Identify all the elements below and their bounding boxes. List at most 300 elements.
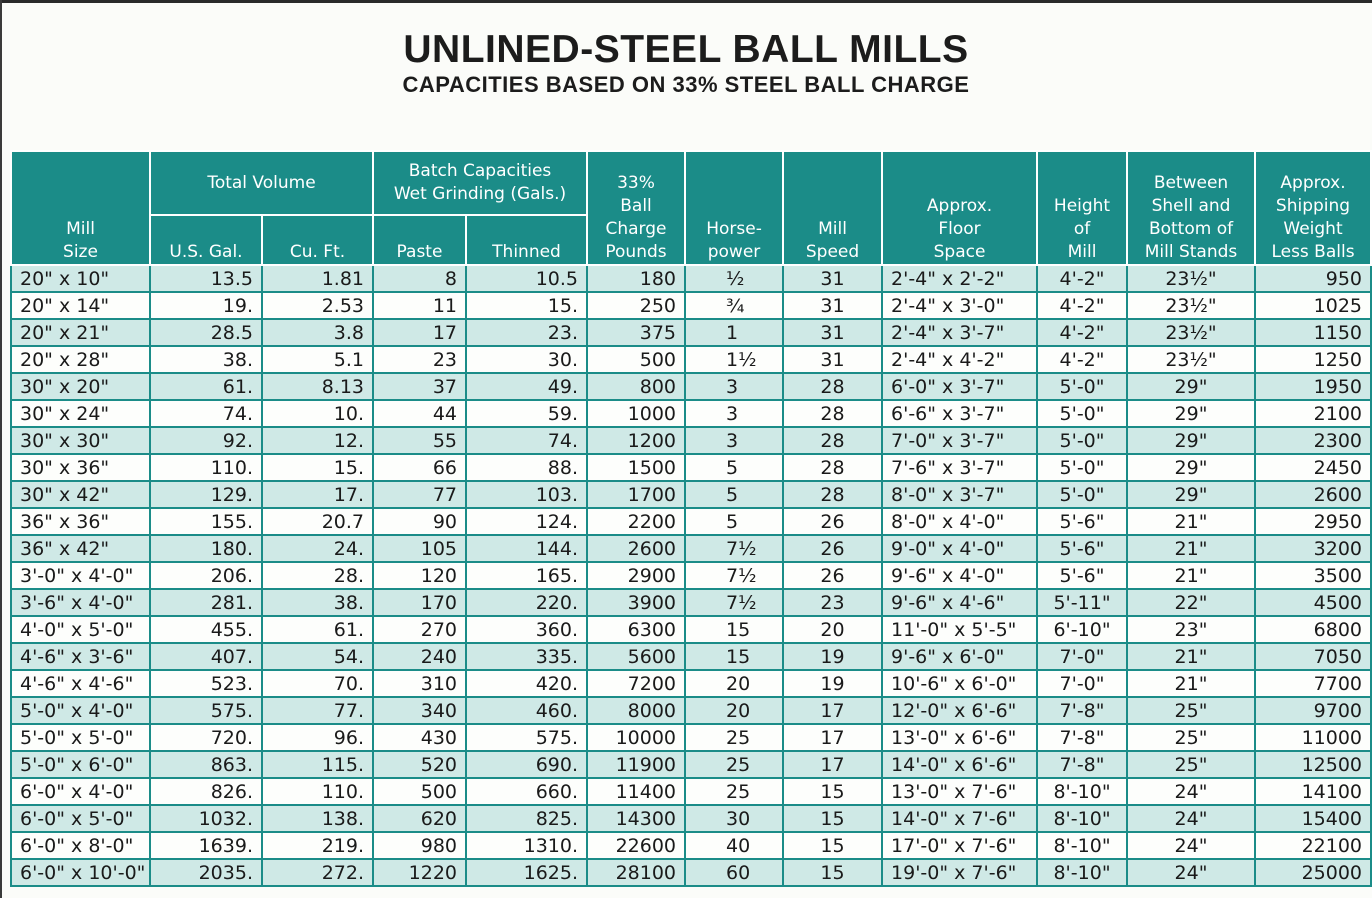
cell-cu-ft: 61. <box>262 616 373 643</box>
cell-floor-space: 8'-0" x 3'-7" <box>882 481 1037 508</box>
cell-ball-charge: 2200 <box>587 508 685 535</box>
cell-between: 29" <box>1127 481 1255 508</box>
cell-thinned: 575. <box>466 724 587 751</box>
cell-mill-speed: 26 <box>783 508 882 535</box>
cell-between: 21" <box>1127 508 1255 535</box>
cell-us-gal: 180. <box>150 535 262 562</box>
cell-mill-size: 6'-0" x 5'-0" <box>11 805 150 832</box>
cell-thinned: 10.5 <box>466 265 587 292</box>
cell-paste: 340 <box>373 697 466 724</box>
cell-height: 4'-2" <box>1037 292 1127 319</box>
cell-mill-speed: 15 <box>783 832 882 859</box>
cell-height: 8'-10" <box>1037 832 1127 859</box>
cell-us-gal: 92. <box>150 427 262 454</box>
cell-mill-speed: 26 <box>783 535 882 562</box>
cell-paste: 1220 <box>373 859 466 886</box>
cell-ball-charge: 2600 <box>587 535 685 562</box>
cell-ball-charge: 250 <box>587 292 685 319</box>
cell-horsepower: 15 <box>685 643 783 670</box>
cell-us-gal: 61. <box>150 373 262 400</box>
cell-paste: 17 <box>373 319 466 346</box>
header-cu-ft: Cu. Ft. <box>262 215 373 265</box>
cell-between: 24" <box>1127 805 1255 832</box>
cell-paste: 55 <box>373 427 466 454</box>
table-row <box>11 373 1371 400</box>
cell-cu-ft: 1.81 <box>262 265 373 292</box>
cell-us-gal: 38. <box>150 346 262 373</box>
cell-height: 7'-0" <box>1037 643 1127 670</box>
cell-weight: 15400 <box>1255 805 1371 832</box>
cell-mill-size: 36" x 36" <box>11 508 150 535</box>
table-row <box>11 535 1371 562</box>
cell-thinned: 88. <box>466 454 587 481</box>
cell-weight: 12500 <box>1255 751 1371 778</box>
cell-weight: 950 <box>1255 265 1371 292</box>
cell-mill-speed: 28 <box>783 400 882 427</box>
header-total-volume: Total Volume <box>150 151 373 215</box>
cell-thinned: 1310. <box>466 832 587 859</box>
cell-height: 7'-8" <box>1037 697 1127 724</box>
cell-thinned: 124. <box>466 508 587 535</box>
header-height-of-mill: Height of Mill <box>1037 151 1127 265</box>
cell-thinned: 30. <box>466 346 587 373</box>
cell-mill-size: 30" x 20" <box>11 373 150 400</box>
cell-floor-space: 14'-0" x 7'-6" <box>882 805 1037 832</box>
cell-floor-space: 6'-6" x 3'-7" <box>882 400 1037 427</box>
cell-horsepower: ¾ <box>685 292 783 319</box>
cell-cu-ft: 3.8 <box>262 319 373 346</box>
cell-height: 6'-10" <box>1037 616 1127 643</box>
table-row <box>11 265 1371 292</box>
header-between-shell: Between Shell and Bottom of Mill Stands <box>1127 151 1255 265</box>
cell-height: 5'-6" <box>1037 535 1127 562</box>
cell-ball-charge: 375 <box>587 319 685 346</box>
cell-us-gal: 206. <box>150 562 262 589</box>
header-floor-space: Approx. Floor Space <box>882 151 1037 265</box>
cell-ball-charge: 2900 <box>587 562 685 589</box>
table-row <box>11 778 1371 805</box>
cell-us-gal: 523. <box>150 670 262 697</box>
header-ball-charge: 33% Ball Charge Pounds <box>587 151 685 265</box>
cell-ball-charge: 11900 <box>587 751 685 778</box>
cell-between: 25" <box>1127 724 1255 751</box>
ball-mill-table <box>10 150 1372 887</box>
cell-weight: 25000 <box>1255 859 1371 886</box>
cell-weight: 2300 <box>1255 427 1371 454</box>
cell-floor-space: 9'-0" x 4'-0" <box>882 535 1037 562</box>
cell-ball-charge: 500 <box>587 346 685 373</box>
cell-between: 25" <box>1127 751 1255 778</box>
cell-cu-ft: 10. <box>262 400 373 427</box>
cell-weight: 1025 <box>1255 292 1371 319</box>
cell-floor-space: 8'-0" x 4'-0" <box>882 508 1037 535</box>
cell-paste: 105 <box>373 535 466 562</box>
cell-cu-ft: 5.1 <box>262 346 373 373</box>
cell-between: 22" <box>1127 589 1255 616</box>
cell-cu-ft: 115. <box>262 751 373 778</box>
cell-thinned: 49. <box>466 373 587 400</box>
cell-height: 5'-6" <box>1037 508 1127 535</box>
cell-ball-charge: 1500 <box>587 454 685 481</box>
cell-us-gal: 74. <box>150 400 262 427</box>
table-row <box>11 481 1371 508</box>
cell-weight: 7050 <box>1255 643 1371 670</box>
cell-mill-speed: 28 <box>783 427 882 454</box>
cell-horsepower: 7½ <box>685 589 783 616</box>
cell-ball-charge: 3900 <box>587 589 685 616</box>
cell-us-gal: 281. <box>150 589 262 616</box>
cell-between: 23½" <box>1127 292 1255 319</box>
cell-floor-space: 2'-4" x 3'-7" <box>882 319 1037 346</box>
header-shipping-weight: Approx. Shipping Weight Less Balls <box>1255 151 1371 265</box>
cell-paste: 11 <box>373 292 466 319</box>
cell-cu-ft: 219. <box>262 832 373 859</box>
cell-weight: 9700 <box>1255 697 1371 724</box>
header-us-gal: U.S. Gal. <box>150 215 262 265</box>
cell-horsepower: 7½ <box>685 535 783 562</box>
cell-mill-size: 3'-0" x 4'-0" <box>11 562 150 589</box>
cell-between: 23½" <box>1127 319 1255 346</box>
cell-paste: 500 <box>373 778 466 805</box>
cell-mill-size: 5'-0" x 5'-0" <box>11 724 150 751</box>
cell-mill-speed: 28 <box>783 373 882 400</box>
cell-floor-space: 13'-0" x 6'-6" <box>882 724 1037 751</box>
table-row <box>11 319 1371 346</box>
cell-us-gal: 575. <box>150 697 262 724</box>
table-row <box>11 508 1371 535</box>
cell-us-gal: 1032. <box>150 805 262 832</box>
cell-between: 21" <box>1127 670 1255 697</box>
cell-ball-charge: 180 <box>587 265 685 292</box>
cell-mill-size: 3'-6" x 4'-0" <box>11 589 150 616</box>
top-border <box>0 0 1372 3</box>
cell-thinned: 690. <box>466 751 587 778</box>
cell-horsepower: 3 <box>685 400 783 427</box>
cell-thinned: 59. <box>466 400 587 427</box>
cell-ball-charge: 6300 <box>587 616 685 643</box>
cell-mill-size: 30" x 36" <box>11 454 150 481</box>
cell-paste: 120 <box>373 562 466 589</box>
cell-paste: 90 <box>373 508 466 535</box>
cell-us-gal: 826. <box>150 778 262 805</box>
cell-weight: 3500 <box>1255 562 1371 589</box>
header-mill-speed: Mill Speed <box>783 151 882 265</box>
cell-mill-speed: 26 <box>783 562 882 589</box>
cell-height: 5'-0" <box>1037 454 1127 481</box>
cell-mill-size: 36" x 42" <box>11 535 150 562</box>
cell-ball-charge: 1700 <box>587 481 685 508</box>
cell-horsepower: 3 <box>685 373 783 400</box>
cell-between: 21" <box>1127 535 1255 562</box>
cell-ball-charge: 1200 <box>587 427 685 454</box>
cell-mill-speed: 19 <box>783 643 882 670</box>
cell-thinned: 165. <box>466 562 587 589</box>
cell-between: 21" <box>1127 562 1255 589</box>
cell-weight: 22100 <box>1255 832 1371 859</box>
cell-mill-speed: 19 <box>783 670 882 697</box>
cell-height: 5'-11" <box>1037 589 1127 616</box>
table-row <box>11 346 1371 373</box>
cell-between: 24" <box>1127 778 1255 805</box>
cell-floor-space: 10'-6" x 6'-0" <box>882 670 1037 697</box>
cell-cu-ft: 38. <box>262 589 373 616</box>
cell-mill-speed: 31 <box>783 292 882 319</box>
cell-ball-charge: 5600 <box>587 643 685 670</box>
header-horsepower: Horse- power <box>685 151 783 265</box>
cell-us-gal: 863. <box>150 751 262 778</box>
cell-floor-space: 11'-0" x 5'-5" <box>882 616 1037 643</box>
cell-cu-ft: 15. <box>262 454 373 481</box>
cell-height: 8'-10" <box>1037 859 1127 886</box>
cell-floor-space: 7'-6" x 3'-7" <box>882 454 1037 481</box>
cell-thinned: 825. <box>466 805 587 832</box>
cell-horsepower: 7½ <box>685 562 783 589</box>
cell-paste: 980 <box>373 832 466 859</box>
cell-height: 4'-2" <box>1037 346 1127 373</box>
cell-weight: 2450 <box>1255 454 1371 481</box>
cell-paste: 270 <box>373 616 466 643</box>
cell-mill-size: 4'-6" x 4'-6" <box>11 670 150 697</box>
cell-us-gal: 155. <box>150 508 262 535</box>
table-row <box>11 589 1371 616</box>
cell-thinned: 1625. <box>466 859 587 886</box>
cell-height: 5'-0" <box>1037 373 1127 400</box>
table-row <box>11 751 1371 778</box>
cell-between: 21" <box>1127 643 1255 670</box>
cell-height: 7'-8" <box>1037 724 1127 751</box>
cell-weight: 2950 <box>1255 508 1371 535</box>
cell-between: 29" <box>1127 400 1255 427</box>
cell-height: 8'-10" <box>1037 778 1127 805</box>
cell-mill-speed: 31 <box>783 319 882 346</box>
cell-horsepower: 3 <box>685 427 783 454</box>
cell-paste: 430 <box>373 724 466 751</box>
cell-ball-charge: 14300 <box>587 805 685 832</box>
cell-paste: 240 <box>373 643 466 670</box>
cell-floor-space: 2'-4" x 2'-2" <box>882 265 1037 292</box>
cell-weight: 4500 <box>1255 589 1371 616</box>
cell-weight: 14100 <box>1255 778 1371 805</box>
cell-us-gal: 407. <box>150 643 262 670</box>
cell-thinned: 144. <box>466 535 587 562</box>
cell-paste: 77 <box>373 481 466 508</box>
cell-thinned: 15. <box>466 292 587 319</box>
cell-mill-size: 20" x 14" <box>11 292 150 319</box>
cell-height: 5'-0" <box>1037 400 1127 427</box>
cell-horsepower: 5 <box>685 454 783 481</box>
cell-mill-speed: 31 <box>783 346 882 373</box>
table-row <box>11 562 1371 589</box>
cell-floor-space: 2'-4" x 3'-0" <box>882 292 1037 319</box>
cell-between: 24" <box>1127 832 1255 859</box>
cell-mill-speed: 20 <box>783 616 882 643</box>
cell-cu-ft: 17. <box>262 481 373 508</box>
cell-mill-speed: 23 <box>783 589 882 616</box>
cell-cu-ft: 8.13 <box>262 373 373 400</box>
page-subtitle: CAPACITIES BASED ON 33% STEEL BALL CHARGE <box>402 72 970 97</box>
header-mill-size: Mill Size <box>11 151 150 265</box>
cell-cu-ft: 20.7 <box>262 508 373 535</box>
cell-us-gal: 28.5 <box>150 319 262 346</box>
cell-mill-speed: 15 <box>783 859 882 886</box>
cell-cu-ft: 12. <box>262 427 373 454</box>
cell-thinned: 460. <box>466 697 587 724</box>
cell-mill-speed: 17 <box>783 697 882 724</box>
cell-thinned: 420. <box>466 670 587 697</box>
cell-horsepower: 20 <box>685 670 783 697</box>
left-border <box>0 0 2 898</box>
cell-weight: 3200 <box>1255 535 1371 562</box>
header-thinned: Thinned <box>466 215 587 265</box>
cell-us-gal: 455. <box>150 616 262 643</box>
table-row <box>11 643 1371 670</box>
cell-cu-ft: 77. <box>262 697 373 724</box>
cell-cu-ft: 110. <box>262 778 373 805</box>
cell-floor-space: 13'-0" x 7'-6" <box>882 778 1037 805</box>
cell-horsepower: 20 <box>685 697 783 724</box>
cell-mill-size: 30" x 30" <box>11 427 150 454</box>
cell-ball-charge: 8000 <box>587 697 685 724</box>
cell-paste: 23 <box>373 346 466 373</box>
cell-height: 8'-10" <box>1037 805 1127 832</box>
cell-mill-size: 30" x 42" <box>11 481 150 508</box>
table-row <box>11 805 1371 832</box>
table-row <box>11 427 1371 454</box>
cell-height: 5'-0" <box>1037 481 1127 508</box>
cell-paste: 310 <box>373 670 466 697</box>
cell-between: 29" <box>1127 454 1255 481</box>
table-row <box>11 859 1371 886</box>
cell-mill-size: 20" x 28" <box>11 346 150 373</box>
cell-height: 5'-0" <box>1037 427 1127 454</box>
cell-mill-speed: 28 <box>783 481 882 508</box>
cell-horsepower: 5 <box>685 508 783 535</box>
cell-mill-size: 4'-0" x 5'-0" <box>11 616 150 643</box>
cell-cu-ft: 138. <box>262 805 373 832</box>
cell-mill-size: 6'-0" x 4'-0" <box>11 778 150 805</box>
cell-mill-size: 5'-0" x 6'-0" <box>11 751 150 778</box>
cell-us-gal: 110. <box>150 454 262 481</box>
table-body <box>11 265 1371 886</box>
cell-cu-ft: 54. <box>262 643 373 670</box>
cell-horsepower: 25 <box>685 724 783 751</box>
cell-mill-size: 4'-6" x 3'-6" <box>11 643 150 670</box>
cell-between: 23½" <box>1127 346 1255 373</box>
cell-horsepower: 25 <box>685 778 783 805</box>
cell-thinned: 23. <box>466 319 587 346</box>
cell-height: 7'-0" <box>1037 670 1127 697</box>
cell-floor-space: 7'-0" x 3'-7" <box>882 427 1037 454</box>
cell-weight: 2100 <box>1255 400 1371 427</box>
cell-cu-ft: 24. <box>262 535 373 562</box>
table-row <box>11 454 1371 481</box>
cell-floor-space: 2'-4" x 4'-2" <box>882 346 1037 373</box>
cell-mill-size: 6'-0" x 8'-0" <box>11 832 150 859</box>
cell-paste: 8 <box>373 265 466 292</box>
cell-cu-ft: 272. <box>262 859 373 886</box>
cell-ball-charge: 10000 <box>587 724 685 751</box>
cell-height: 7'-8" <box>1037 751 1127 778</box>
cell-between: 29" <box>1127 427 1255 454</box>
cell-weight: 1250 <box>1255 346 1371 373</box>
cell-between: 29" <box>1127 373 1255 400</box>
cell-mill-size: 6'-0" x 10'-0" <box>11 859 150 886</box>
cell-between: 23" <box>1127 616 1255 643</box>
cell-thinned: 103. <box>466 481 587 508</box>
table-row <box>11 616 1371 643</box>
cell-paste: 37 <box>373 373 466 400</box>
header-batch-capacities: Batch Capacities Wet Grinding (Gals.) <box>373 151 587 215</box>
cell-floor-space: 12'-0" x 6'-6" <box>882 697 1037 724</box>
cell-floor-space: 9'-6" x 4'-0" <box>882 562 1037 589</box>
cell-thinned: 660. <box>466 778 587 805</box>
cell-weight: 7700 <box>1255 670 1371 697</box>
cell-between: 23½" <box>1127 265 1255 292</box>
cell-floor-space: 14'-0" x 6'-6" <box>882 751 1037 778</box>
table-row <box>11 832 1371 859</box>
cell-ball-charge: 1000 <box>587 400 685 427</box>
cell-mill-size: 30" x 24" <box>11 400 150 427</box>
cell-thinned: 360. <box>466 616 587 643</box>
cell-horsepower: 5 <box>685 481 783 508</box>
cell-horsepower: 15 <box>685 616 783 643</box>
cell-ball-charge: 800 <box>587 373 685 400</box>
cell-weight: 11000 <box>1255 724 1371 751</box>
cell-thinned: 74. <box>466 427 587 454</box>
cell-paste: 66 <box>373 454 466 481</box>
cell-horsepower: 25 <box>685 751 783 778</box>
table-header <box>11 151 1371 265</box>
cell-paste: 44 <box>373 400 466 427</box>
cell-us-gal: 720. <box>150 724 262 751</box>
cell-mill-speed: 31 <box>783 265 882 292</box>
cell-paste: 620 <box>373 805 466 832</box>
cell-cu-ft: 2.53 <box>262 292 373 319</box>
cell-height: 5'-6" <box>1037 562 1127 589</box>
cell-between: 24" <box>1127 859 1255 886</box>
cell-us-gal: 129. <box>150 481 262 508</box>
cell-height: 4'-2" <box>1037 265 1127 292</box>
cell-mill-size: 5'-0" x 4'-0" <box>11 697 150 724</box>
cell-horsepower: 1 <box>685 319 783 346</box>
cell-us-gal: 2035. <box>150 859 262 886</box>
cell-mill-size: 20" x 21" <box>11 319 150 346</box>
cell-height: 4'-2" <box>1037 319 1127 346</box>
cell-weight: 6800 <box>1255 616 1371 643</box>
cell-cu-ft: 96. <box>262 724 373 751</box>
cell-paste: 170 <box>373 589 466 616</box>
page-title: UNLINED-STEEL BALL MILLS <box>403 28 969 71</box>
table-row <box>11 697 1371 724</box>
cell-mill-speed: 28 <box>783 454 882 481</box>
table-row <box>11 670 1371 697</box>
cell-floor-space: 19'-0" x 7'-6" <box>882 859 1037 886</box>
cell-horsepower: 1½ <box>685 346 783 373</box>
cell-weight: 1950 <box>1255 373 1371 400</box>
cell-ball-charge: 11400 <box>587 778 685 805</box>
cell-floor-space: 9'-6" x 6'-0" <box>882 643 1037 670</box>
cell-us-gal: 1639. <box>150 832 262 859</box>
cell-paste: 520 <box>373 751 466 778</box>
cell-between: 25" <box>1127 697 1255 724</box>
cell-floor-space: 9'-6" x 4'-6" <box>882 589 1037 616</box>
cell-mill-speed: 17 <box>783 724 882 751</box>
cell-horsepower: 60 <box>685 859 783 886</box>
cell-ball-charge: 22600 <box>587 832 685 859</box>
cell-mill-speed: 15 <box>783 778 882 805</box>
cell-cu-ft: 28. <box>262 562 373 589</box>
table-row <box>11 400 1371 427</box>
